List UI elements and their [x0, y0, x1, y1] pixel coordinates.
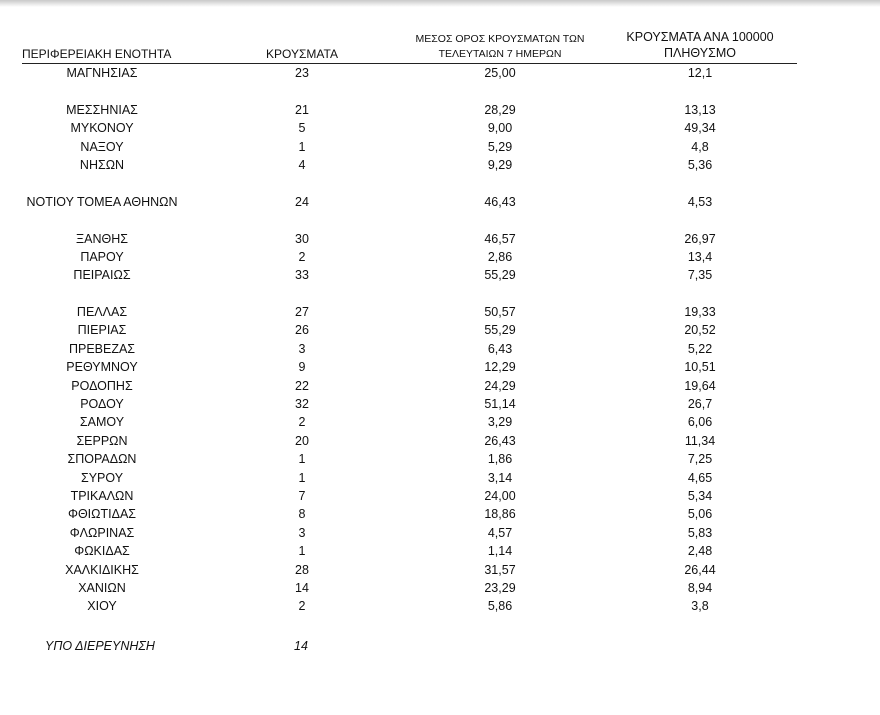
- cell-avg: 2,86: [487, 249, 513, 264]
- table-row: [0, 505, 880, 523]
- cell-per100k: 20,52: [684, 323, 716, 338]
- table-row: [0, 597, 880, 615]
- table-row: [0, 542, 880, 560]
- table-row: [0, 579, 880, 597]
- cell-region: ΦΩΚΙΔΑΣ: [74, 544, 130, 559]
- cell-cases: 3: [298, 341, 306, 356]
- cell-avg: 9,00: [487, 121, 513, 136]
- cell-avg: 12,29: [484, 360, 516, 375]
- cell-cases: 5: [298, 121, 306, 136]
- cell-per100k: 5,06: [687, 507, 713, 522]
- cell-region: ΠΕΛΛΑΣ: [76, 305, 128, 320]
- footer-label: ΥΠΟ ΔΙΕΡΕΥΝΗΣΗ: [45, 639, 155, 653]
- table-row: [0, 432, 880, 450]
- cell-per100k: 10,51: [684, 360, 716, 375]
- cell-cases: 20: [295, 433, 309, 448]
- cell-cases: 14: [295, 580, 309, 595]
- cell-cases: 2: [298, 249, 306, 264]
- header-per100k-line1: ΚΡΟΥΣΜΑΤΑ ΑΝΑ 100000: [626, 30, 774, 44]
- cell-cases: 2: [298, 415, 306, 430]
- cell-region: ΧΑΛΚΙΔΙΚΗΣ: [65, 562, 139, 577]
- table-row: [0, 64, 880, 82]
- cell-cases: 3: [298, 525, 306, 540]
- cell-cases: 1: [298, 139, 306, 154]
- cell-per100k: 5,34: [687, 488, 713, 503]
- cell-cases: 1: [298, 452, 306, 467]
- cell-region: ΝΟΤΙΟΥ ΤΟΜΕΑ ΑΘΗΝΩΝ: [26, 194, 178, 209]
- cell-region: ΜΥΚΟΝΟΥ: [70, 121, 134, 136]
- table-row: [0, 377, 880, 395]
- cell-region: ΞΑΝΘΗΣ: [76, 231, 128, 246]
- cell-region: ΝΗΣΩΝ: [79, 157, 125, 172]
- cell-region: ΡΟΔΟΥ: [80, 397, 124, 412]
- cell-per100k: 5,83: [687, 525, 713, 540]
- cell-cases: 28: [295, 562, 309, 577]
- cell-per100k: 7,35: [687, 268, 713, 283]
- cell-avg: 28,29: [484, 102, 516, 117]
- cell-region: ΣΑΜΟΥ: [79, 415, 125, 430]
- cell-per100k: 26,44: [684, 562, 716, 577]
- cell-region: ΡΟΔΟΠΗΣ: [71, 378, 133, 393]
- table-row: [0, 487, 880, 505]
- cell-per100k: 26,7: [687, 397, 713, 412]
- table-row: [0, 561, 880, 579]
- cell-region: ΝΑΞΟΥ: [80, 139, 124, 154]
- table-body: [0, 64, 880, 616]
- cell-per100k: 26,97: [684, 231, 716, 246]
- cell-region: ΤΡΙΚΑΛΩΝ: [70, 488, 134, 503]
- cell-region: ΦΘΙΩΤΙΔΑΣ: [67, 507, 137, 522]
- cell-per100k: 49,34: [684, 121, 716, 136]
- cell-per100k: 12,1: [687, 66, 713, 80]
- table-row: [0, 230, 880, 248]
- cell-cases: 32: [295, 397, 309, 412]
- cell-per100k: 4,65: [687, 470, 713, 485]
- cell-avg: 23,29: [484, 580, 516, 595]
- cell-cases: 9: [298, 360, 306, 375]
- cell-avg: 1,86: [487, 452, 513, 467]
- cell-avg: 9,29: [487, 157, 513, 172]
- cell-cases: 26: [295, 323, 309, 338]
- cell-per100k: 4,8: [691, 139, 709, 154]
- cell-cases: 30: [295, 231, 309, 246]
- cell-region: ΣΕΡΡΩΝ: [76, 433, 128, 448]
- table-row: [0, 138, 880, 156]
- cell-per100k: 19,64: [684, 378, 716, 393]
- table-row: [0, 321, 880, 339]
- cell-avg: 55,29: [484, 323, 516, 338]
- cell-avg: 46,43: [484, 194, 516, 209]
- cell-avg: 31,57: [484, 562, 516, 577]
- cell-region: ΠΕΙΡΑΙΩΣ: [73, 268, 131, 283]
- cell-avg: 18,86: [484, 507, 516, 522]
- table-row: [0, 193, 880, 211]
- cell-region: ΜΕΣΣΗΝΙΑΣ: [66, 102, 138, 117]
- cell-cases: 33: [295, 268, 309, 283]
- cell-region: ΠΡΕΒΕΖΑΣ: [68, 341, 136, 356]
- table-row: [0, 119, 880, 137]
- table-row: [0, 450, 880, 468]
- cell-cases: 4: [298, 157, 306, 172]
- cell-cases: 22: [295, 378, 309, 393]
- cell-cases: 21: [295, 102, 309, 117]
- table-row: [0, 413, 880, 431]
- table-row: [0, 469, 880, 487]
- table-row: [0, 358, 880, 376]
- cell-avg: 3,29: [487, 415, 513, 430]
- table-row: [0, 101, 880, 119]
- top-shadow-divider: [0, 0, 880, 7]
- cell-region: ΡΕΘΥΜΝΟΥ: [66, 360, 138, 375]
- cell-region: ΧΑΝΙΩΝ: [78, 580, 126, 595]
- cell-per100k: 7,25: [687, 452, 713, 467]
- cell-cases: 2: [298, 599, 306, 614]
- cell-region: ΜΑΓΝΗΣΙΑΣ: [66, 66, 138, 80]
- table-row: [0, 340, 880, 358]
- table-row: [0, 395, 880, 413]
- table-row: [0, 156, 880, 174]
- table-row: [0, 248, 880, 266]
- cell-cases: 27: [295, 305, 309, 320]
- cell-avg: 55,29: [484, 268, 516, 283]
- cell-cases: 1: [298, 544, 306, 559]
- cell-avg: 46,57: [484, 231, 516, 246]
- cell-region: ΠΑΡΟΥ: [80, 249, 124, 264]
- cell-cases: 1: [298, 470, 306, 485]
- table-row: [0, 303, 880, 321]
- cell-per100k: 4,53: [687, 194, 713, 209]
- cell-cases: 8: [298, 507, 306, 522]
- cell-cases: 23: [295, 66, 309, 80]
- cell-avg: 1,14: [487, 544, 513, 559]
- cell-per100k: 11,34: [684, 433, 716, 448]
- header-per100k-line2: ΠΛΗΘΥΣΜΟ: [664, 46, 736, 60]
- table-row: [0, 524, 880, 542]
- cell-per100k: 2,48: [687, 544, 713, 559]
- cell-per100k: 13,4: [687, 249, 713, 264]
- cell-avg: 24,29: [484, 378, 516, 393]
- cell-region: ΦΛΩΡΙΝΑΣ: [69, 525, 135, 540]
- cell-cases: 7: [298, 488, 306, 503]
- cell-per100k: 19,33: [684, 305, 716, 320]
- cell-per100k: 5,22: [687, 341, 713, 356]
- cell-avg: 3,14: [487, 470, 513, 485]
- cell-per100k: 5,36: [687, 157, 713, 172]
- cell-per100k: 6,06: [687, 415, 713, 430]
- cell-region: ΣΥΡΟΥ: [80, 470, 124, 485]
- cell-avg: 51,14: [484, 397, 516, 412]
- cell-avg: 26,43: [484, 433, 516, 448]
- cell-per100k: 3,8: [691, 599, 709, 614]
- cell-avg: 24,00: [484, 488, 516, 503]
- cell-avg: 5,86: [487, 599, 513, 614]
- cell-avg: 4,57: [487, 525, 513, 540]
- cell-region: ΧΙΟΥ: [87, 599, 117, 614]
- header-region: ΠΕΡΙΦΕΡΕΙΑΚΗ ΕΝΟΤΗΤΑ: [22, 47, 172, 61]
- cell-per100k: 13,13: [684, 102, 716, 117]
- cell-avg: 25,00: [484, 66, 516, 80]
- cell-avg: 50,57: [484, 305, 516, 320]
- cell-region: ΠΙΕΡΙΑΣ: [77, 323, 127, 338]
- cell-region: ΣΠΟΡΑΔΩΝ: [67, 452, 137, 467]
- cell-avg: 5,29: [487, 139, 513, 154]
- cell-per100k: 8,94: [687, 580, 713, 595]
- footer-value: 14: [294, 639, 308, 653]
- header-avg-line2: ΤΕΛΕΥΤΑΙΩΝ 7 ΗΜΕΡΩΝ: [438, 48, 562, 60]
- header-cases: ΚΡΟΥΣΜΑΤΑ: [266, 47, 338, 61]
- cell-cases: 24: [295, 194, 309, 209]
- table-row: [0, 266, 880, 284]
- cell-avg: 6,43: [487, 341, 513, 356]
- header-avg-line1: ΜΕΣΟΣ ΟΡΟΣ ΚΡΟΥΣΜΑΤΩΝ ΤΩΝ: [415, 33, 585, 45]
